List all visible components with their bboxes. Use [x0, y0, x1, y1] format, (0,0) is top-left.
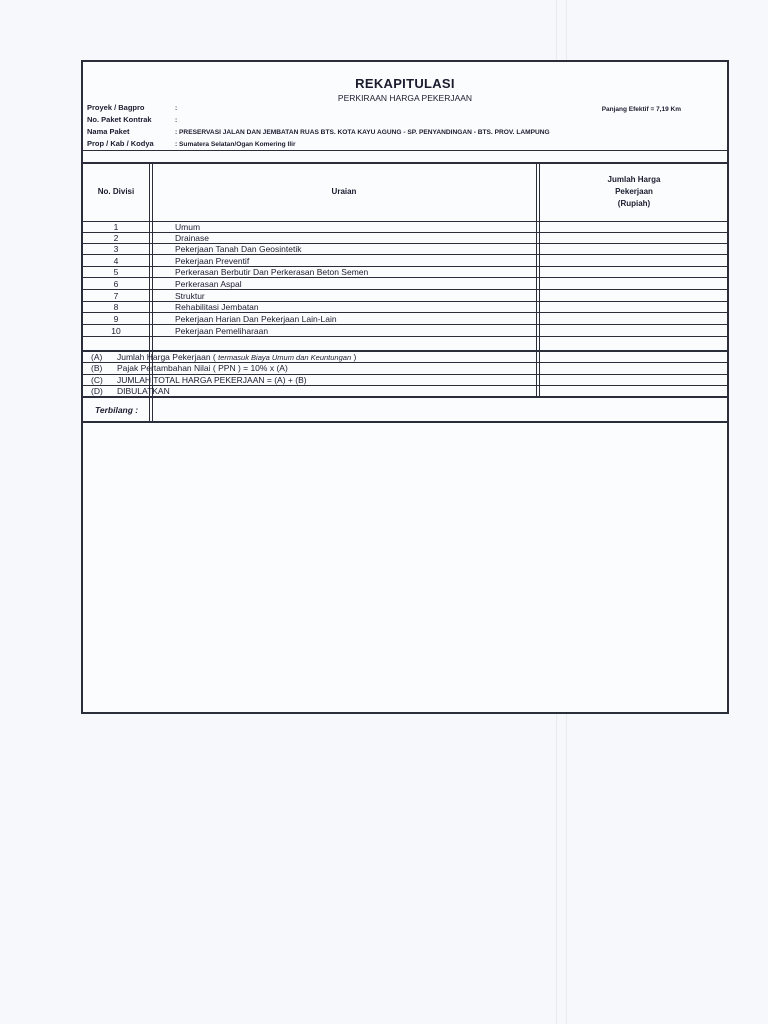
summary-code: (B) — [91, 363, 103, 373]
summary-text: DIBULATKAN — [117, 386, 170, 396]
terbilang-label: Terbilang : — [95, 405, 139, 415]
meta-label: Nama Paket — [87, 127, 130, 136]
meta-value: : — [175, 105, 178, 112]
summary-note: termasuk Biaya Umum dan Keuntungan — [218, 353, 352, 362]
rule-line — [83, 421, 727, 423]
row-line — [83, 289, 727, 290]
table-row-number: 4 — [113, 256, 119, 266]
header-jumlah-harga: Jumlah Harga — [607, 175, 661, 184]
summary-line-b — [91, 363, 288, 373]
table-row-uraian: Umum — [175, 222, 201, 232]
header-uraian: Uraian — [331, 187, 357, 196]
meta-label: Proyek / Bagpro — [87, 103, 145, 112]
page-title: REKAPITULASI — [355, 76, 455, 91]
meta-row — [87, 103, 177, 112]
row-line — [83, 277, 727, 278]
row-line — [83, 312, 727, 313]
table-row-number: 2 — [113, 233, 119, 243]
meta-label: No. Paket Kontrak — [87, 115, 152, 124]
header-jumlah-harga: Pekerjaan — [615, 187, 653, 196]
summary-code: (A) — [91, 352, 103, 362]
table-row-uraian: Drainase — [175, 233, 210, 243]
summary-text: Pajak Pertambahan Nilai ( PPN ) = 10% x (A) — [117, 363, 288, 373]
table-row-uraian: Pekerjaan Tanah Dan Geosintetik — [175, 244, 302, 254]
table-row-number: 3 — [113, 244, 119, 254]
rule-line — [83, 150, 727, 151]
header-jumlah-harga: (Rupiah) — [617, 199, 651, 208]
summary-line-d — [91, 386, 170, 396]
table-row-number: 8 — [113, 302, 119, 312]
row-line — [83, 336, 727, 337]
table-row-number: 10 — [111, 326, 121, 336]
summary-line-c — [91, 375, 307, 385]
rule-line — [83, 396, 727, 398]
row-line — [83, 324, 727, 325]
page-subtitle: PERKIRAAN HARGA PEKERJAAN — [337, 93, 473, 103]
table-row-uraian: Pekerjaan Preventif — [175, 256, 250, 266]
meta-value: : PRESERVASI JALAN DAN JEMBATAN RUAS BTS. KOTA KAYU AGUNG - SP. PENYANDINGAN - BTS. PROV. LAMPUNG — [175, 129, 550, 136]
table-row-uraian: Rehabilitasi Jembatan — [175, 302, 259, 312]
table-row-number: 5 — [113, 267, 119, 277]
summary-tail: ) — [353, 352, 357, 362]
rule-line — [83, 162, 727, 164]
table-row-uraian: Perkerasan Berbutir Dan Perkerasan Beton Semen — [175, 267, 369, 277]
summary-text: Jumlah Harga Pekerjaan ( — [117, 352, 216, 362]
table-row-number: 7 — [113, 291, 119, 301]
table-row-number: 1 — [113, 222, 119, 232]
table-row-uraian: Struktur — [175, 291, 205, 301]
meta-row — [87, 127, 550, 136]
meta-value: : — [175, 117, 178, 124]
meta-row — [87, 115, 177, 124]
panjang-efektif: Panjang Efektif = 7,19 Km — [601, 106, 681, 113]
summary-line-a — [91, 352, 356, 362]
table-row-uraian: Perkerasan Aspal — [175, 279, 242, 289]
table-row-number: 6 — [113, 279, 119, 289]
row-line — [83, 385, 727, 386]
header-no-divisi: No. Divisi — [97, 187, 135, 196]
table-row-number: 9 — [113, 314, 119, 324]
meta-row — [87, 139, 296, 148]
meta-label: Prop / Kab / Kodya — [87, 139, 154, 148]
meta-value: : Sumatera Selatan/Ogan Komering Ilir — [175, 141, 296, 148]
row-line — [83, 254, 727, 255]
summary-text: JUMLAH TOTAL HARGA PEKERJAAN = (A) + (B) — [117, 375, 307, 385]
recap-form — [81, 60, 729, 714]
summary-code: (D) — [91, 386, 103, 396]
table-row-uraian: Pekerjaan Harian Dan Pekerjaan Lain-Lain — [175, 314, 337, 324]
summary-code: (C) — [91, 375, 103, 385]
table-row-uraian: Pekerjaan Pemeliharaan — [175, 326, 269, 336]
